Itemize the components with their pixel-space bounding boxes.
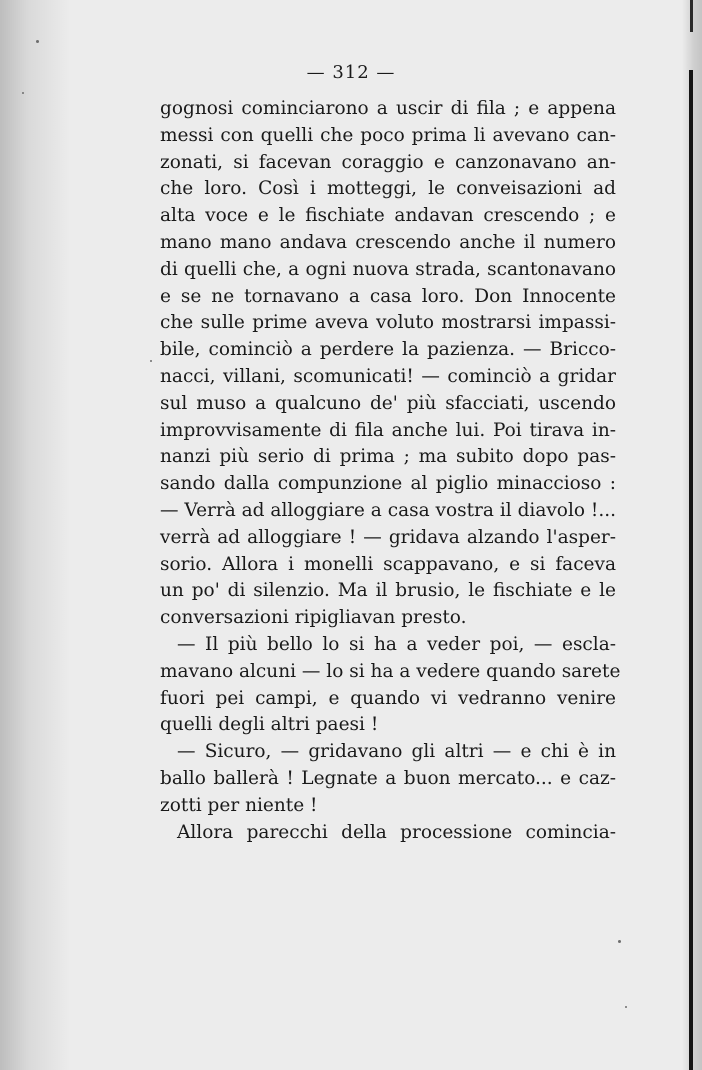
text-line: sul muso a qualcuno de' più sfacciati, uscendo: [160, 392, 616, 414]
text-line: bile, cominciò a perdere la pazienza. — Bricco-: [160, 339, 616, 361]
text-line: sando dalla compunzione al piglio minaccioso :: [160, 473, 616, 495]
text-line: — Sicuro, — gridavano gli altri — e chi è in: [177, 741, 616, 763]
text-line: nanzi più serio di prima ; ma subito dopo pas-: [160, 446, 616, 468]
text-line: — Verrà ad alloggiare a casa vostra il diavolo !...: [160, 499, 616, 521]
paper-speck: [625, 1006, 627, 1008]
body-text: [160, 96, 621, 846]
text-line: improvvisamente di fila anche lui. Poi tirava in-: [160, 419, 616, 441]
text-line: messi con quelli che poco prima li avevano can-: [160, 124, 616, 146]
text-line: verrà ad alloggiare ! — gridava alzando l'asper-: [160, 526, 616, 548]
paper-speck: [36, 40, 39, 43]
paragraph: [160, 632, 621, 739]
paper-speck: [150, 360, 152, 362]
text-line: un po' di silenzio. Ma il brusio, le fischiate e le: [160, 580, 616, 602]
paper-speck: [22, 92, 24, 94]
text-line: alta voce e le fischiate andavan crescendo ; e: [160, 205, 616, 227]
paragraph: [160, 820, 616, 847]
binding-line: [689, 70, 693, 1070]
text-line: zonati, si facevan coraggio e canzonavano an-: [160, 151, 616, 173]
text-line: nacci, villani, scomunicati! — cominciò a gridar: [160, 365, 616, 387]
text-line: mavano alcuni — lo si ha a vedere quando sarete: [160, 660, 621, 682]
text-line: che sulle prime aveva voluto mostrarsi impassi-: [160, 312, 616, 334]
text-line: che loro. Così i motteggi, le conveisazioni ad: [160, 178, 616, 200]
page-number: — 312 —: [306, 62, 396, 83]
text-line: zotti per niente !: [160, 794, 318, 816]
text-line: gognosi cominciarono a uscir di fila ; e appena: [160, 98, 616, 119]
text-line: conversazioni ripigliavan presto.: [160, 607, 467, 629]
text-line: e se ne tornavano a casa loro. Don Innocente: [160, 285, 616, 307]
text-line: mano mano andava crescendo anche il numero: [160, 231, 616, 253]
paragraph: [160, 96, 616, 632]
page-left-shadow: [0, 0, 70, 1070]
paper-speck: [618, 940, 621, 943]
paragraph: [160, 739, 616, 819]
binding-line-top: [690, 0, 693, 32]
text-line: ballo ballerà ! Legnate a buon mercato... e caz-: [160, 767, 616, 789]
text-line: quelli degli altri paesi !: [160, 714, 379, 736]
text-line: di quelli che, a ogni nuova strada, scantonavano: [160, 258, 616, 280]
text-line: fuori pei campi, e quando vi vedranno venire: [160, 687, 616, 709]
text-line: — Il più bello lo si ha a veder poi, — escla-: [177, 633, 616, 655]
text-line: Allora parecchi della processione comincia-: [177, 821, 616, 843]
text-line: sorio. Allora i monelli scappavano, e si faceva: [160, 553, 616, 575]
